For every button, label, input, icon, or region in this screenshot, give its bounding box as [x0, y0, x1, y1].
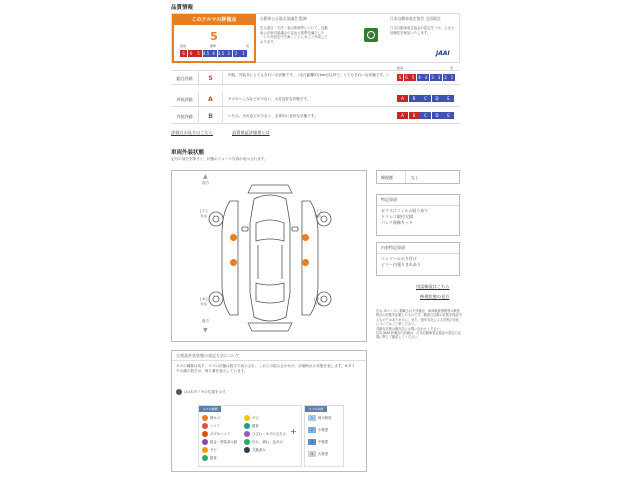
- legend-type: キズ＆ヘコミ: [202, 431, 230, 437]
- tire-unit-fl: 分山: [200, 214, 208, 218]
- damage-marker-rl[interactable]: [230, 259, 239, 266]
- glossary-link[interactable]: 用語解説はこちら: [416, 284, 450, 289]
- tire-depth-rr: [ 8 ]: [314, 297, 322, 301]
- grade-row-label: 外装評価: [171, 92, 199, 107]
- grade-value: S: [199, 71, 223, 86]
- grade-value: A: [199, 92, 223, 107]
- damage-marker-fr[interactable]: [302, 234, 311, 241]
- tire-note-row: [176, 389, 226, 395]
- interior-notes-box: [376, 242, 460, 276]
- jaai-text: 日本自動車査定協会の認定をうけ、公正さ・信頼性を保証いたします。: [390, 26, 458, 35]
- interior-note-item: コンソールのり付け: [381, 256, 417, 261]
- jaai-logo: JAAI: [436, 50, 450, 57]
- legend-type: サビ: [244, 415, 259, 421]
- legend-level: 1 極小程度: [308, 415, 332, 421]
- interior-note-item: ピラー内張りきれあり: [381, 262, 421, 267]
- disclaimer-notes: [376, 309, 462, 340]
- special-notes-title: 特記事項: [377, 195, 459, 206]
- special-note-item: バンク保修キット: [381, 220, 413, 225]
- scale-label-good-small: 最高: [397, 66, 404, 70]
- scale-label-standard: 標準: [210, 44, 217, 48]
- special-note-item: ドラレコ取付欠損: [381, 214, 413, 219]
- tire-depth-fl: [ 7 ]: [200, 209, 208, 213]
- legend-type: 板金・塗装済み跡: [202, 439, 237, 445]
- damage-marker-rr[interactable]: [302, 259, 311, 266]
- overall-score: 5: [210, 30, 218, 43]
- grade-desc: キズやへこみなどが少ない、大変良好な状態です。: [228, 97, 311, 101]
- tire-depth-fr: [ 7 ]: [314, 209, 322, 213]
- special-notes-box: [376, 194, 460, 236]
- agency-name: 自動車公正取引協議会 監修: [260, 16, 307, 21]
- legend-type: 腐食: [244, 423, 259, 429]
- legend-type: ひびれ・キズの大きさ: [244, 431, 286, 437]
- legend-title: 全商品外装状態の表記方法について: [172, 351, 366, 361]
- legend-level: 3 中程度: [308, 439, 328, 445]
- disclaimer-note: 詳細な状態は販売店にお問い合わせください。: [376, 326, 443, 331]
- grade-explain-link[interactable]: 評価点の見方はこちら: [171, 130, 213, 135]
- front-label: 前方: [202, 181, 210, 185]
- car-outline-diagram: [208, 183, 332, 333]
- repair-history-label: 修復歴: [381, 175, 393, 180]
- grade-row-overall: [171, 70, 460, 85]
- plus-icon: +: [290, 427, 297, 436]
- special-note-item: ガラスにフィルム貼りあり: [381, 208, 429, 213]
- grade-row-exterior: [171, 92, 460, 107]
- quality-section-title: 品質情報: [171, 5, 194, 11]
- rear-label: 後方: [202, 319, 210, 323]
- scale-label-good: 最高: [180, 44, 187, 48]
- legend-panel: [171, 350, 367, 472]
- grade-desc: いたみ、汚れなどが少なく、全体的に良好な状態です。: [228, 114, 318, 118]
- scale-label-low-small: 低: [450, 66, 454, 70]
- legend-type: 交換済み: [244, 447, 266, 453]
- interior-grade-scale: A B C D E: [397, 112, 455, 119]
- overall-grade-scale: S 6 5 4 4 3 3 2 1: [398, 75, 454, 80]
- agency-text: 走る道目・方法・表示体制等について、自動車公正取引協議会の定める基準を満たした「トヨタ認定中古車」ごとに本ごと作成しております。: [260, 26, 328, 44]
- quality-report-link[interactable]: 品質保証評価書とは: [232, 130, 270, 135]
- damage-marker-fl[interactable]: [230, 234, 239, 241]
- tire-depth-rl: [ 8 ]: [200, 297, 208, 301]
- eval-box-title: このクルマの評価点: [174, 16, 254, 25]
- tire-position-icon: [176, 389, 182, 395]
- rear-arrow-icon: ▼: [203, 327, 208, 334]
- legend-type: 傷キズ: [202, 415, 220, 421]
- grade-row-label: 内装評価: [171, 109, 199, 124]
- repair-history-divider: [405, 171, 406, 183]
- damage-types-title: キズの種類: [199, 406, 221, 412]
- tire-unit-fr: 分山: [314, 214, 322, 218]
- front-arrow-icon: ▲: [203, 173, 208, 180]
- tire-unit-rr: 分山: [314, 302, 322, 306]
- grade-desc: 内装、外装共にとてもきれいな状態です。（走行距離5万kmの以内で、とてもきれいな状態です。）: [228, 73, 390, 77]
- repair-history-box: [376, 170, 460, 184]
- legend-type: ヘコミ: [202, 423, 220, 429]
- quality-top-panel: [171, 13, 460, 63]
- interior-notes-title: 内装特記事項: [377, 243, 459, 254]
- tire-unit-rl: 分山: [200, 302, 208, 306]
- tire-note-text: は4本タイヤの位置を示す: [184, 389, 226, 394]
- legend-type: 腐食: [202, 455, 217, 461]
- legend-type: 汚れ、剥れ、色あせ: [244, 439, 283, 445]
- disclaimer-note: 注1) 本ページに掲載された評価点、車両検査情報等は検査時点の状態を記載したものです。検査日以降の状態を保証するものではありません。また、経年劣化による状態の変化についてはご了承ください。: [376, 309, 462, 327]
- jaai-name: 日本自動車査定協会 全国販売: [390, 16, 441, 21]
- car-diagram-panel: [171, 170, 367, 342]
- scale-label-low: 低: [246, 44, 250, 48]
- repair-guide-link[interactable]: 修理状態の見方: [420, 294, 450, 299]
- exterior-grade-scale: A B C D E: [397, 95, 455, 102]
- legend-type: サビ: [202, 447, 217, 453]
- agency-logo-icon: [364, 28, 378, 42]
- repair-history-value: なし: [411, 175, 419, 180]
- grade-row-label: 総合評価: [171, 71, 199, 86]
- exterior-section-title: 車両外装状態: [171, 150, 205, 156]
- legend-body: キズの種類は英字、キズの状態は数字で表示され、これらの組み合わせが、評価時点の状態を表します。※タイヤの溝の数字は、残り溝を表示しています。: [176, 364, 355, 373]
- legend-level: 2 小程度: [308, 427, 328, 433]
- overall-score-scale: S 6 5 4.5 4 3.5 3 2 1: [180, 50, 248, 57]
- damage-levels-title: キズの状態: [305, 406, 327, 412]
- exterior-subtitle: 記号の部分を押すと、状態のイメージ写真が表示されます。: [171, 157, 268, 161]
- grade-row-interior: [171, 109, 460, 124]
- legend-level: 4 大程度: [308, 451, 328, 457]
- disclaimer-note: 注2) JAAI 評価点の詳細は、日本自動車査定協会の認定の定義に準じて確認してください。: [376, 331, 461, 340]
- eval-box: [172, 14, 256, 63]
- grade-value: B: [199, 109, 223, 124]
